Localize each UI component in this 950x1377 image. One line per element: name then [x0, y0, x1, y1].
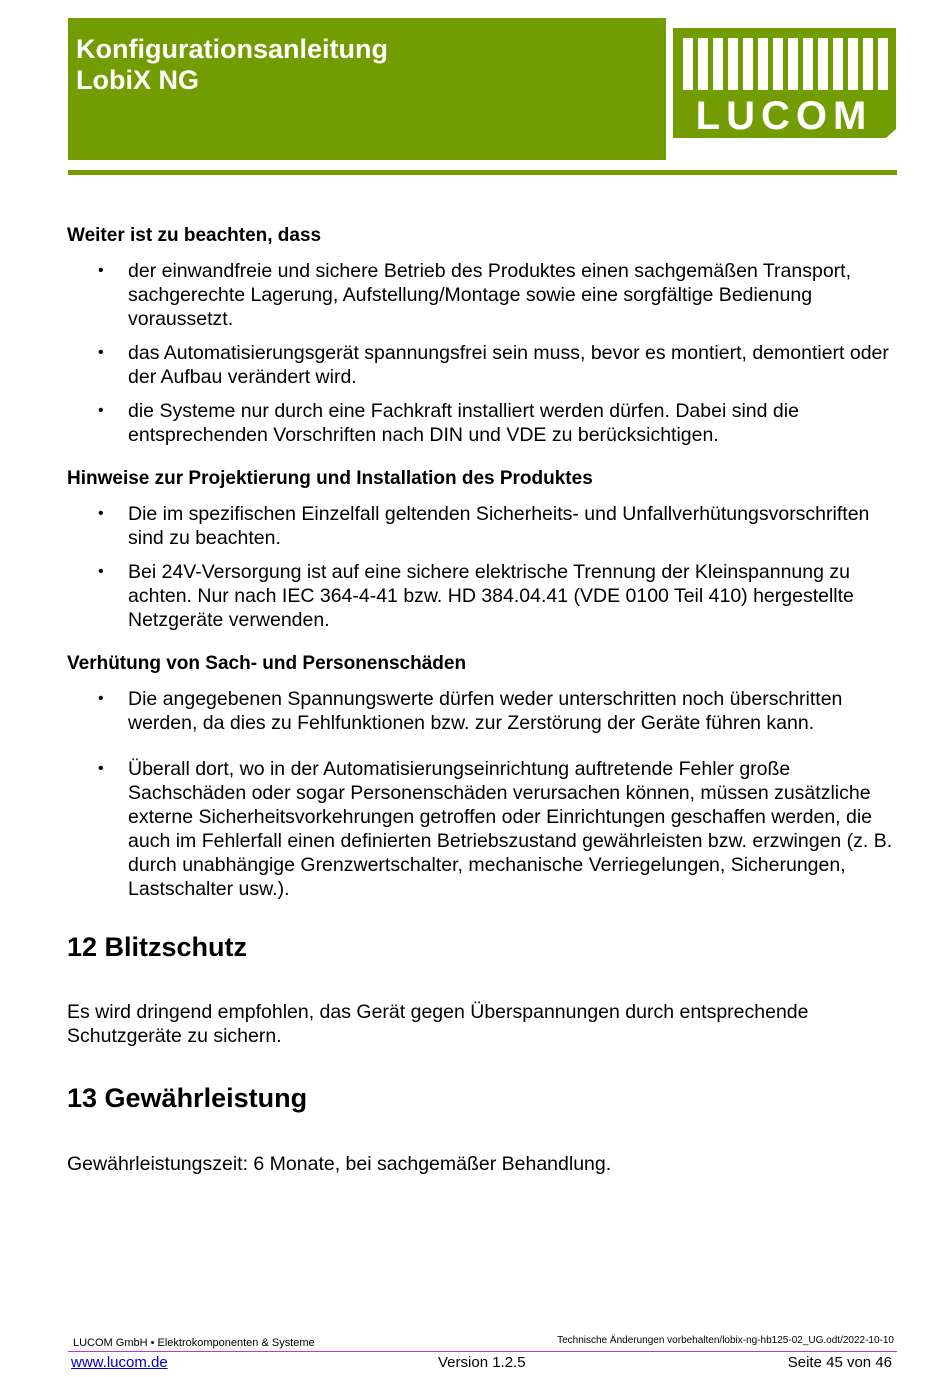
list-item: • Überall dort, wo in der Automatisierungseinrichtung auftretende Fehler große Sachschäden oder sogar Personenschäden verursachen können, müssen zusätzliche externe Sicherheitsvorkehrungen getroffen oder Einrichtungen geschaffen werden, die auch im Fehlerfall einen definierten Betriebszustand gewährleisten bzw. erzwingen (z. B. durch unabhängige Grenzwertschalter, mechanische Verriegelungen, Sicherungen, Lastschalter usw.).	[98, 758, 893, 900]
list-item: • die Systeme nur durch eine Fachkraft installiert werden dürfen. Dabei sind die entsprechenden Vorschriften nach DIN und VDE zu berücksichtigen.	[98, 400, 799, 446]
title-line-1: Konfigurationsanleitung	[76, 34, 388, 64]
page-number: Seite 45 von 46	[787, 1354, 892, 1371]
list-item: • Die im spezifischen Einzelfall geltenden Sicherheits- und Unfallverhütungsvorschriften sind zu beachten.	[98, 503, 870, 549]
section-heading: Hinweise zur Projektierung und Installation des Produktes	[67, 468, 593, 489]
list-item: • das Automatisierungsgerät spannungsfrei sein muss, bevor es montiert, demontiert oder der Aufbau verändert wird.	[98, 342, 889, 388]
bullet-list	[67, 502, 897, 642]
section-heading: Weiter ist zu beachten, dass	[67, 225, 322, 246]
footer-company: LUCOM GmbH • Elektrokomponenten & Systeme	[73, 1337, 315, 1349]
website-link[interactable]: www.lucom.de	[71, 1354, 168, 1371]
logo-wordmark: LUCOM	[695, 94, 873, 138]
version-label: Version 1.2.5	[438, 1354, 526, 1371]
lucom-logo	[671, 26, 898, 141]
chapter-text: Gewährleistungszeit: 6 Monate, bei sachgemäßer Behandlung.	[67, 1153, 612, 1175]
chapter-text: Es wird dringend empfohlen, das Gerät gegen Überspannungen durch entsprechende Schutzgeräte zu sichern.	[67, 1001, 809, 1047]
document-title	[76, 34, 388, 96]
footer-notice: Technische Änderungen vorbehalten/lobix-ng-hb125-02_UG.odt/2022-10-10	[557, 1335, 894, 1346]
footer-rule	[68, 1351, 897, 1352]
chapter-heading: 13 Gewährleistung	[67, 1083, 308, 1113]
bullet-list	[67, 259, 897, 457]
chapter-heading: 12 Blitzschutz	[67, 932, 248, 962]
header-rule	[68, 170, 897, 175]
bullet-list	[67, 687, 897, 911]
list-item: • Bei 24V-Versorgung ist auf eine sichere elektrische Trennung der Kleinspannung zu achten. Nur nach IEC 364-4-41 bzw. HD 384.04.41 (VDE 0100 Teil 410) hergestellte Netzgeräte verwenden.	[98, 561, 854, 631]
list-item: • Die angegebenen Spannungswerte dürfen weder unterschritten noch überschritten werden, da dies zu Fehlfunktionen bzw. zur Zerstörung der Geräte führen kann.	[98, 688, 843, 734]
section-heading: Verhütung von Sach- und Personenschäden	[67, 653, 467, 674]
title-line-2: LobiX NG	[76, 65, 199, 95]
list-item: • der einwandfreie und sichere Betrieb des Produktes einen sachgemäßen Transport, sachgerechte Lagerung, Aufstellung/Montage sowie eine sorgfältige Bedienung voraussetzt.	[98, 260, 852, 330]
